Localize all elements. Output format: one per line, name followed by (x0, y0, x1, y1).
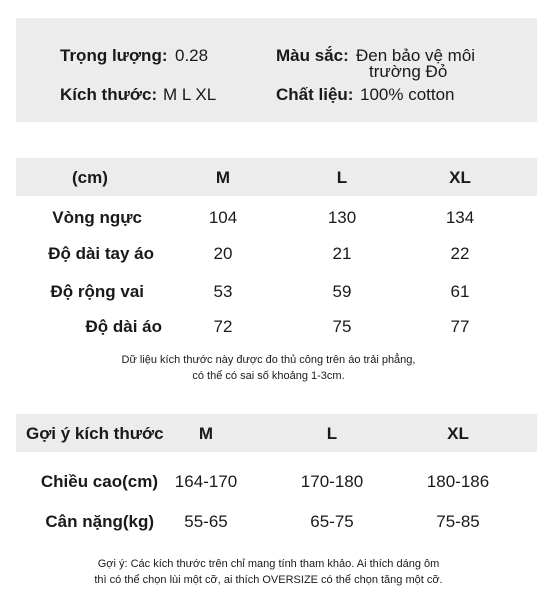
table-cell: 75 (332, 317, 352, 336)
measurement-note (0, 352, 537, 384)
col-header-m: M (215, 168, 231, 187)
table-cell: 130 (327, 208, 357, 227)
table-cell: 164-170 (174, 472, 238, 491)
col-header-m: M (198, 424, 214, 443)
note-line: Dữ liệu kích thước này được đo thủ công trên áo trải phẳng, (121, 354, 416, 366)
table-cell: 134 (445, 208, 475, 227)
product-info-box (16, 18, 537, 122)
row-label-chest: Vòng ngực (52, 208, 142, 227)
table-cell: 22 (450, 244, 470, 263)
table-cell: 75-85 (436, 512, 480, 531)
unit-header: (cm) (72, 168, 108, 187)
table-cell: 72 (213, 317, 233, 336)
table-cell: 59 (332, 282, 352, 301)
color-value: Đen bảo vệ môi (356, 46, 476, 65)
row-label-sleeve: Độ dài tay áo (48, 244, 154, 263)
suggestion-note (0, 556, 537, 588)
table-cell: 77 (450, 317, 470, 336)
suggest-header: Gợi ý kích thước (26, 424, 164, 443)
table-cell: 53 (213, 282, 233, 301)
table-cell: 20 (213, 244, 233, 263)
table-cell: 65-75 (310, 512, 354, 531)
row-label-height: Chiều cao(cm) (40, 472, 158, 491)
material-label: Chất liệu: (276, 85, 354, 104)
note-line: thì có thể chọn lùi một cỡ, ai thích OVERSIZE có thể chọn tăng một cỡ. (94, 574, 443, 586)
color-value-line2: trường Đỏ (369, 62, 448, 81)
size-label: Kích thước: (60, 85, 158, 104)
table-cell: 21 (332, 244, 352, 263)
table-cell: 170-180 (300, 472, 364, 491)
col-header-xl: XL (449, 168, 471, 187)
table-cell: 55-65 (184, 512, 228, 531)
col-header-xl: XL (447, 424, 469, 443)
row-label-length: Độ dài áo (85, 317, 162, 336)
note-line: có thể có sai số khoảng 1-3cm. (192, 370, 345, 382)
material-value: 100% cotton (360, 85, 455, 104)
note-line: Gợi ý: Các kích thước trên chỉ mang tính tham khảo. Ai thích dáng ôm (97, 558, 440, 570)
table-cell: 61 (450, 282, 470, 301)
row-label-weight: Cân nặng(kg) (45, 512, 154, 531)
size-value: M L XL (163, 85, 217, 104)
color-label: Màu sắc: (276, 46, 349, 65)
table-cell: 104 (208, 208, 238, 227)
row-label-shoulder: Độ rộng vai (50, 282, 144, 301)
col-header-l: L (326, 424, 338, 443)
col-header-l: L (336, 168, 348, 187)
table-cell: 180-186 (426, 472, 490, 491)
weight-label: Trọng lượng: (60, 46, 168, 65)
weight-value: 0.28 (175, 46, 209, 65)
